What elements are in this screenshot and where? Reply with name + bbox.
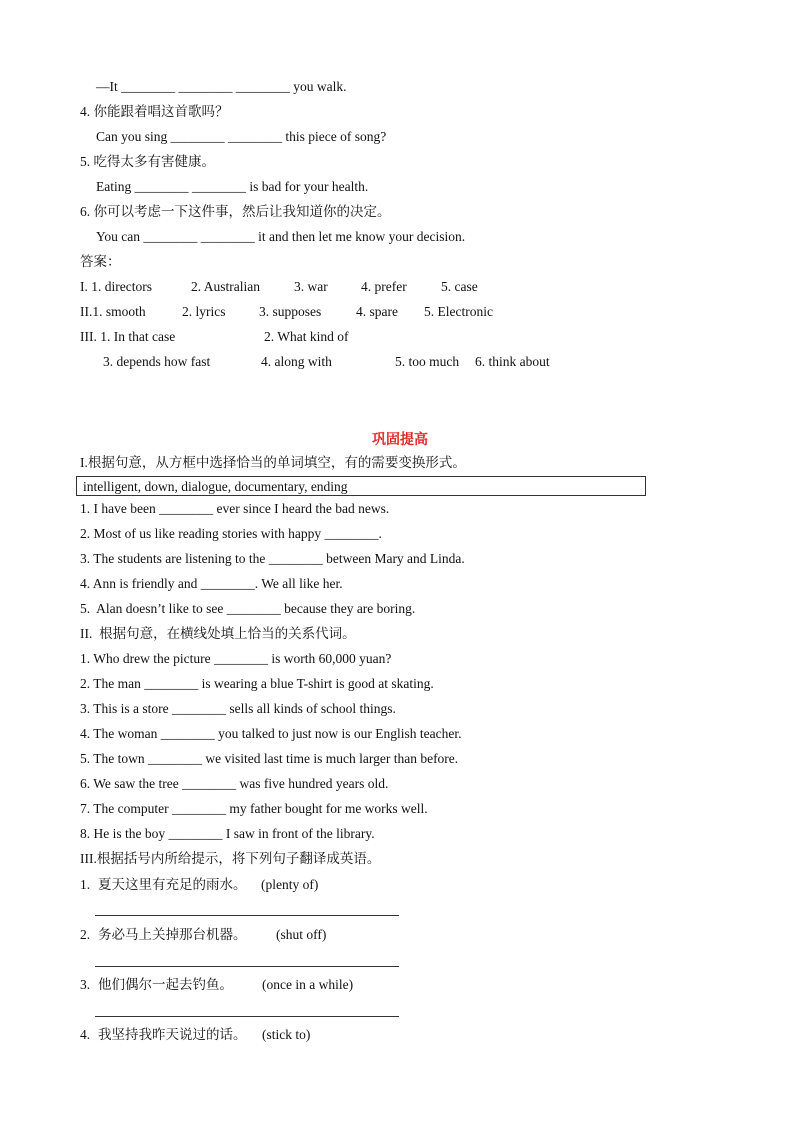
item-number: 3. xyxy=(80,977,91,992)
section-title: 巩固提高 xyxy=(372,432,428,448)
answer-item: 5. too much xyxy=(395,354,460,369)
part2-item: 2. The man ________ is wearing a blue T-shirt is good at skating. xyxy=(80,676,434,691)
chinese-sentence: 我坚持我昨天说过的话。 xyxy=(98,1027,247,1042)
part2-item: 5. The town ________ we visited last time is much larger than before. xyxy=(80,751,459,766)
part1-item: 1. I have been ________ ever since I heard the bad news. xyxy=(80,501,390,516)
part1-instruction: I.根据句意，从方框中选择恰当的单词填空，有的需要变换形式。 xyxy=(80,455,466,470)
answer-item: 5. Electronic xyxy=(424,304,493,319)
answer-line xyxy=(95,966,399,967)
part2-item: 1. Who drew the picture ________ is worth 60,000 yuan? xyxy=(80,651,392,666)
part2-item: 6. We saw the tree ________ was five hundred years old. xyxy=(80,776,389,791)
answer-item: 3. war xyxy=(294,279,328,294)
exercise-line: 6. 你可以考虑一下这件事，然后让我知道你的决定。 xyxy=(80,204,391,219)
hint-text: (shut off) xyxy=(276,927,327,942)
part2-item: 3. This is a store ________ sells all kinds of school things. xyxy=(80,701,396,716)
part1-item: 2. Most of us like reading stories with happy ________. xyxy=(80,526,382,541)
answer-line xyxy=(95,1016,399,1017)
item-number: 4. xyxy=(80,1027,91,1042)
item-number: 1. xyxy=(80,877,91,892)
part2-item: 8. He is the boy ________ I saw in front of the library. xyxy=(80,826,375,841)
answer-item: 3. depends how fast xyxy=(103,354,211,369)
part2-item: 7. The computer ________ my father bought for me works well. xyxy=(80,801,428,816)
answer-line xyxy=(95,915,399,916)
part1-item: 5. Alan doesn’t like to see ________ because they are boring. xyxy=(80,601,416,616)
part1-item: 3. The students are listening to the ________ between Mary and Linda. xyxy=(80,551,465,566)
item-number: 2. xyxy=(80,927,91,942)
hint-text: (once in a while) xyxy=(262,977,354,992)
exercise-line: You can ________ ________ it and then let me know your decision. xyxy=(96,229,466,244)
part2-item: 4. The woman ________ you talked to just now is our English teacher. xyxy=(80,726,462,741)
answer-item: 6. think about xyxy=(475,354,550,369)
word-box-text: intelligent, down, dialogue, documentary, ending xyxy=(83,479,348,494)
answer-item: 4. along with xyxy=(261,354,332,369)
answer-item: 3. supposes xyxy=(259,304,322,319)
chinese-sentence: 他们偶尔一起去钓鱼。 xyxy=(98,977,233,992)
exercise-line: 4. 你能跟着唱这首歌吗？ xyxy=(80,104,229,119)
part2-instruction: II. 根据句意，在横线处填上恰当的关系代词。 xyxy=(80,626,356,641)
exercise-line: 5. 吃得太多有害健康。 xyxy=(80,154,215,169)
answer-item: 2. What kind of xyxy=(264,329,349,344)
hint-text: (stick to) xyxy=(262,1027,311,1042)
exercise-line: Eating ________ ________ is bad for your health. xyxy=(96,179,369,194)
answer-item: 2. lyrics xyxy=(182,304,226,319)
answer-item: II.1. smooth xyxy=(80,304,146,319)
answer-item: 4. spare xyxy=(356,304,398,319)
answers-heading: 答案： xyxy=(80,254,121,269)
chinese-sentence: 务必马上关掉那台机器。 xyxy=(98,927,247,942)
answer-item: III. 1. In that case xyxy=(80,329,176,344)
part1-item: 4. Ann is friendly and ________. We all like her. xyxy=(80,576,343,591)
answer-item: I. 1. directors xyxy=(80,279,152,294)
answer-item: 5. case xyxy=(441,279,478,294)
exercise-line: Can you sing ________ ________ this piece of song? xyxy=(96,129,387,144)
exercise-line: —It ________ ________ ________ you walk. xyxy=(96,79,347,94)
answer-item: 2. Australian xyxy=(191,279,260,294)
chinese-sentence: 夏天这里有充足的雨水。 xyxy=(98,877,247,892)
part3-instruction: III.根据括号内所给提示，将下列句子翻译成英语。 xyxy=(80,851,381,866)
answer-item: 4. prefer xyxy=(361,279,407,294)
hint-text: (plenty of) xyxy=(261,877,319,892)
word-box xyxy=(76,476,646,496)
